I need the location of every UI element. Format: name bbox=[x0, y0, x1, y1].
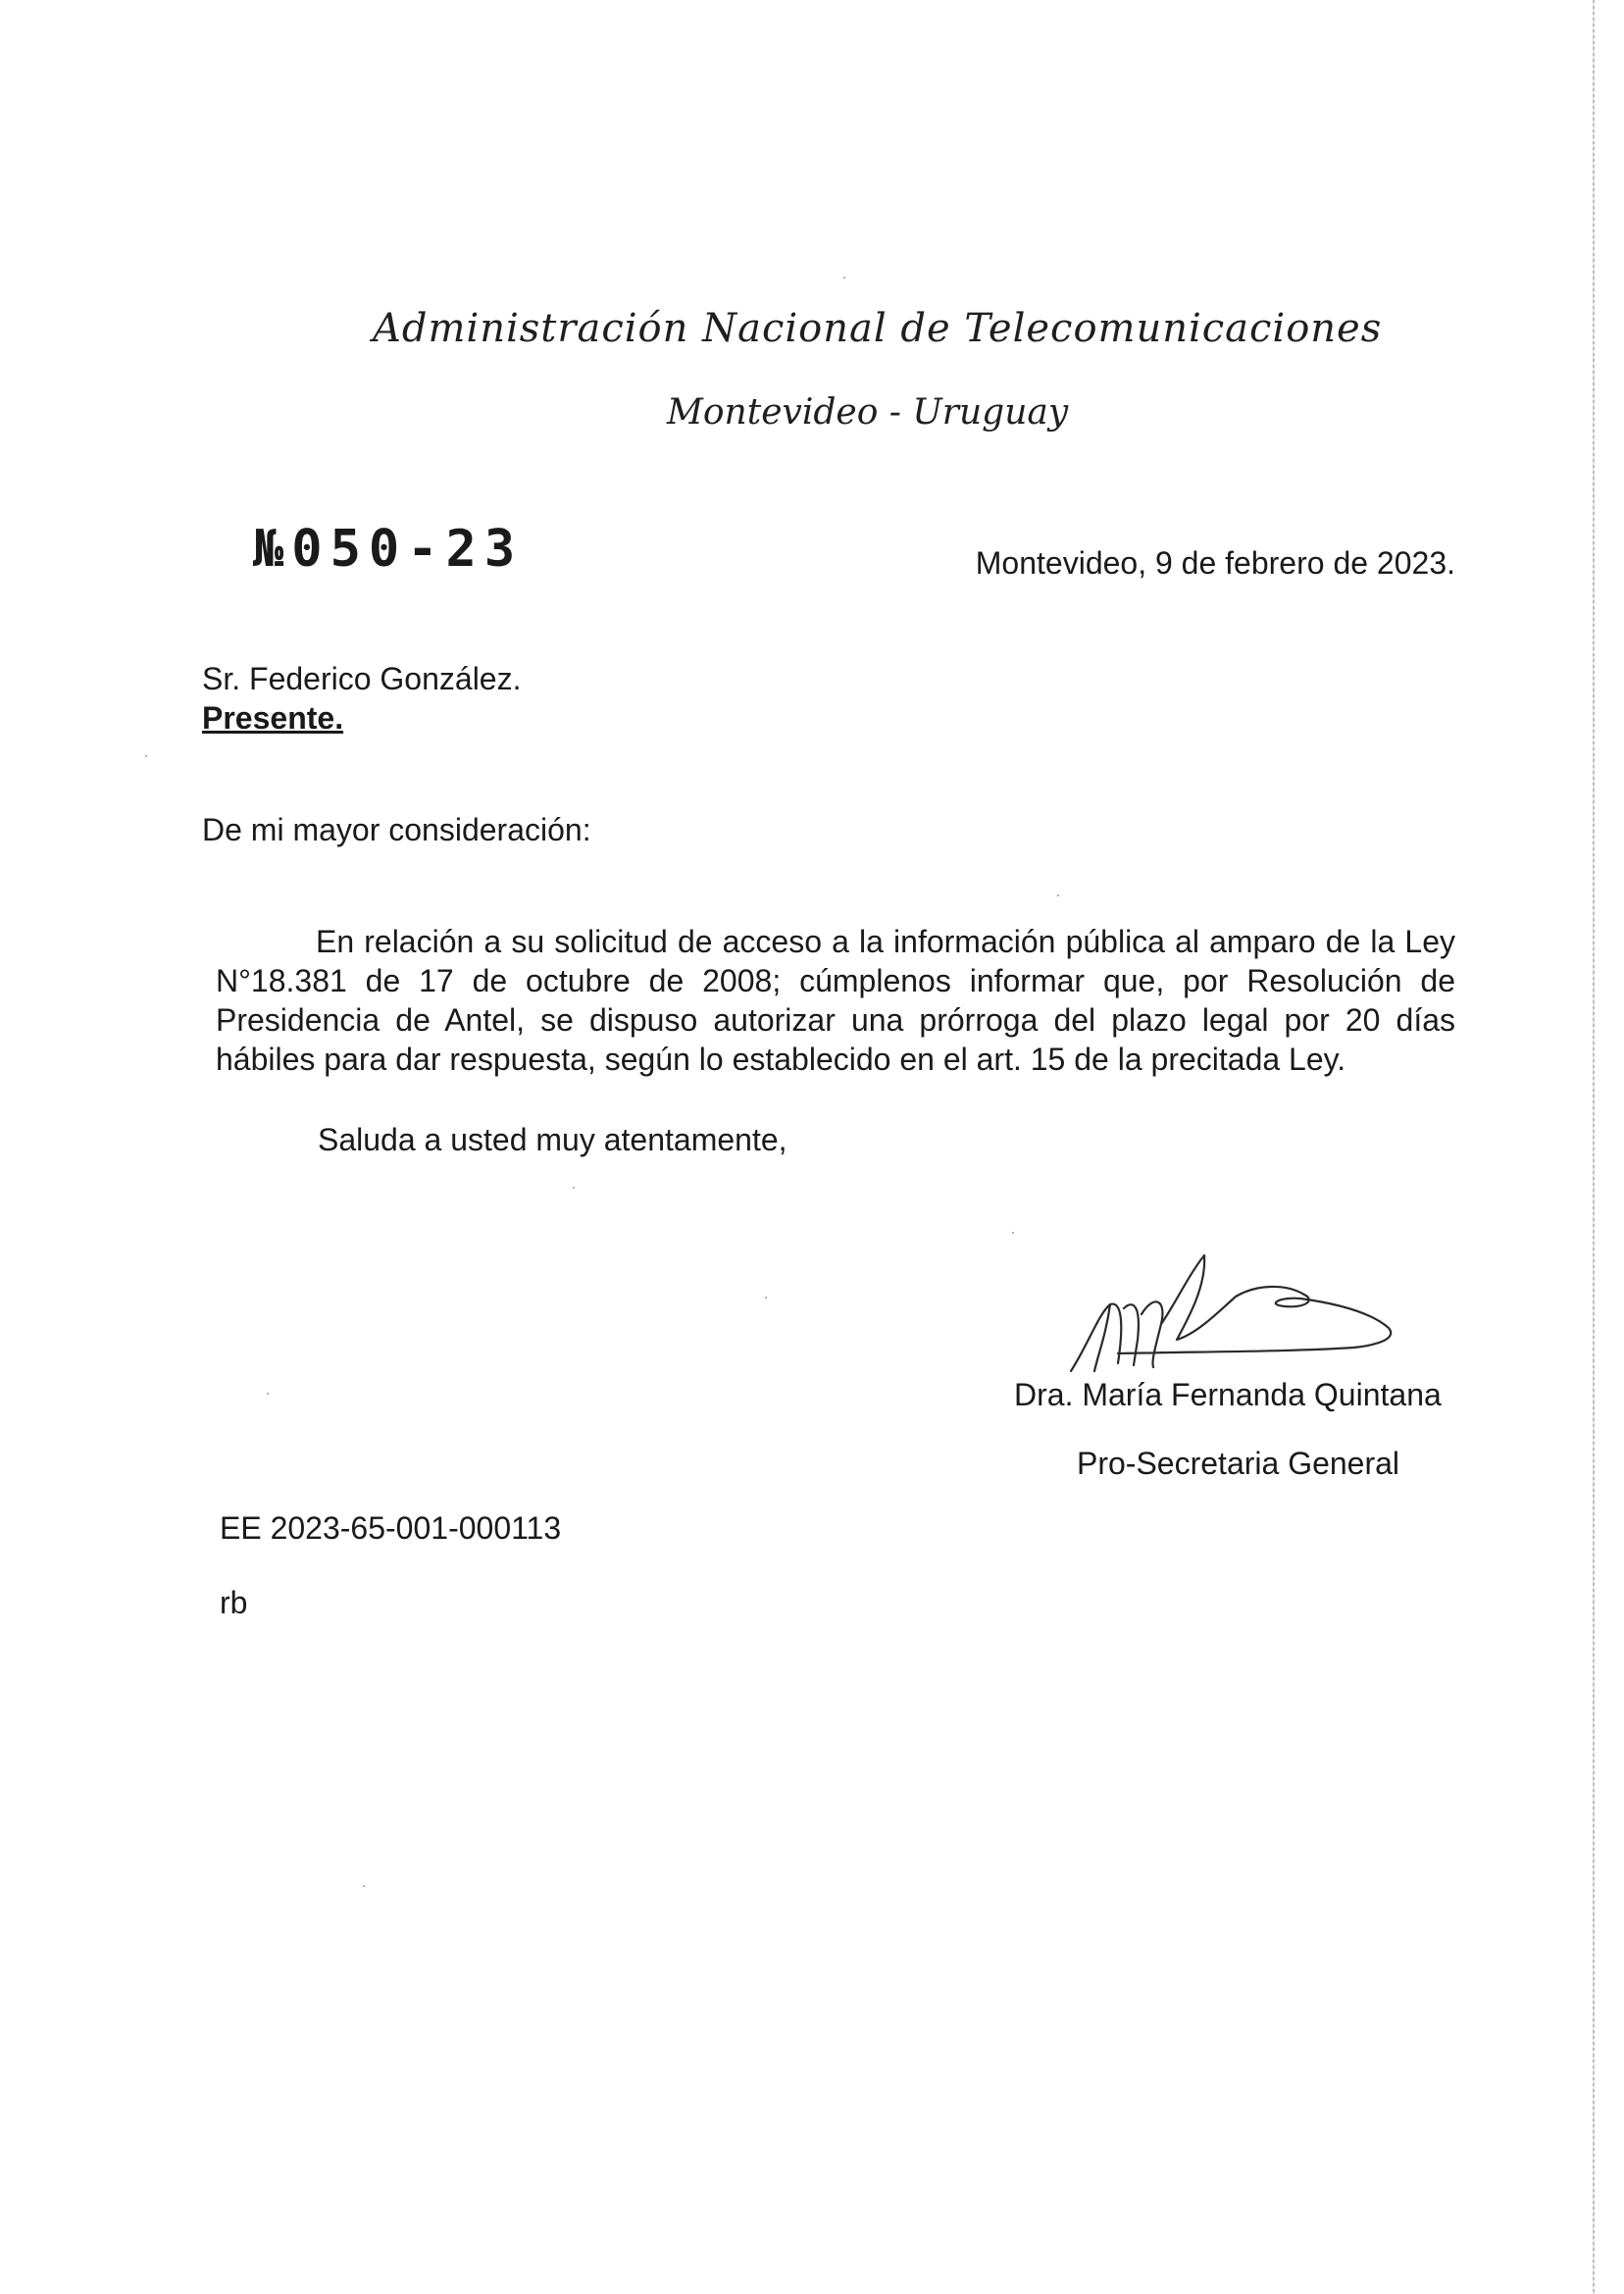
scan-speck bbox=[1057, 894, 1059, 896]
salutation: De mi mayor consideración: bbox=[202, 812, 591, 847]
letterhead-location: Montevideo - Uruguay bbox=[667, 392, 1069, 433]
file-reference: EE 2023-65-001-000113 bbox=[220, 1510, 562, 1546]
scan-edge bbox=[1593, 0, 1595, 2294]
recipient-presente: Presente. bbox=[202, 700, 344, 736]
signer-title: Pro-Secretaria General bbox=[1077, 1446, 1400, 1481]
typist-initials: rb bbox=[220, 1585, 248, 1620]
closing-line: Saluda a usted muy atentamente, bbox=[318, 1122, 787, 1157]
scan-speck bbox=[573, 1187, 575, 1189]
scan-speck bbox=[363, 1885, 365, 1887]
letter-date: Montevideo, 9 de febrero de 2023. bbox=[975, 545, 1455, 581]
document-number: №050-23 bbox=[253, 520, 524, 579]
recipient-name: Sr. Federico González. bbox=[202, 661, 522, 696]
scan-speck bbox=[145, 755, 147, 757]
scan-speck bbox=[765, 1297, 767, 1299]
scan-speck bbox=[267, 1393, 269, 1395]
letterhead-organization: Administración Nacional de Telecomunicaciones bbox=[373, 306, 1383, 351]
scan-speck bbox=[843, 277, 845, 279]
handwritten-signature bbox=[1059, 1246, 1412, 1393]
signer-name: Dra. María Fernanda Quintana bbox=[1014, 1377, 1442, 1412]
body-paragraph: En relación a su solicitud de acceso a la información pública al amparo de la Ley N°18.381 de 17 de octubre de 2008; cúmplenos informar que, por Resolución de Presidencia de Antel, se dispuso autorizar una prórroga del plazo legal por 20 días hábiles para dar respuesta, según lo establecido en el art. 15 de la precitada Ley. bbox=[216, 924, 1455, 1077]
scan-speck bbox=[1012, 1232, 1014, 1234]
